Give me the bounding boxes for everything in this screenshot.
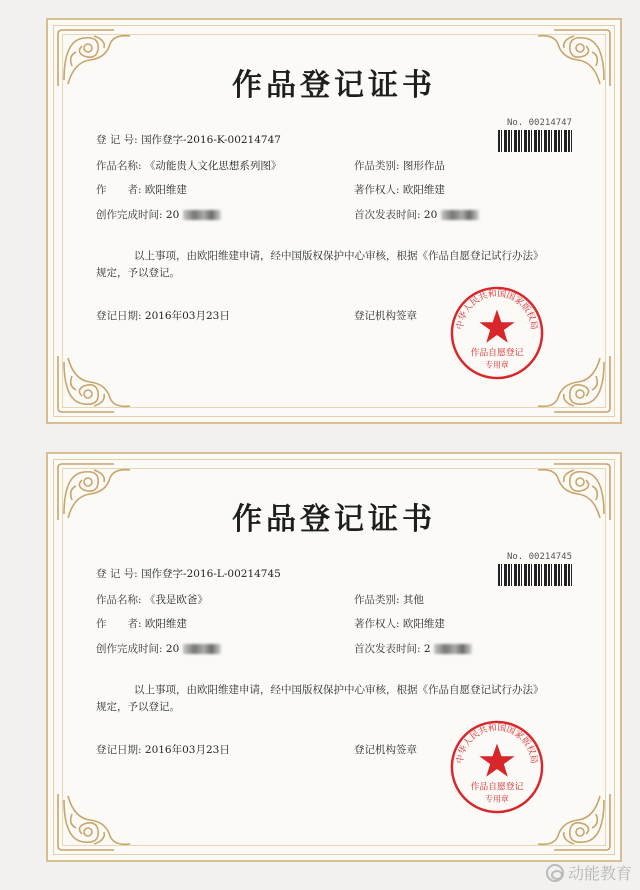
author-value: 欧阳维建 xyxy=(144,618,187,630)
completed-label: 创作完成时间: xyxy=(96,209,163,221)
reg-date-label: 登记日期: xyxy=(96,310,142,322)
author-row xyxy=(96,182,187,197)
serial-number: No. 00214745 xyxy=(506,552,572,562)
published-row xyxy=(354,207,479,222)
category-row xyxy=(354,592,424,607)
reg-date-value: 2016年03月23日 xyxy=(144,744,230,756)
owner-value: 欧阳维建 xyxy=(402,184,445,196)
official-stamp xyxy=(448,718,546,816)
reg-date-row xyxy=(96,742,230,757)
ornament-corner-icon xyxy=(54,352,144,416)
reg-no-row xyxy=(96,132,281,147)
reg-no-value: 国作登字-2016-L-00214745 xyxy=(141,568,281,580)
reg-no-row xyxy=(96,566,281,581)
seal-label: 登记机构签章 xyxy=(354,310,417,322)
body-line-2: 规定，予以登记。 xyxy=(96,267,180,279)
stamp-ring-text: 中华人民共和国国家版权局 xyxy=(455,723,539,765)
published-value: 2 xyxy=(423,643,431,655)
redacted-mark xyxy=(183,644,221,654)
reg-date-value: 2016年03月23日 xyxy=(144,310,230,322)
published-value: 20 xyxy=(423,209,438,221)
watermark-text: 动能教育 xyxy=(567,864,632,883)
svg-text:专用章: 专用章 xyxy=(485,794,509,804)
owner-value: 欧阳维建 xyxy=(402,618,445,630)
reg-no-label: 登 记 号: xyxy=(96,134,138,146)
category-label: 作品类别: xyxy=(354,594,400,606)
owner-label: 著作权人: xyxy=(354,618,400,630)
work-name-label: 作品名称: xyxy=(96,160,142,172)
certificate-2 xyxy=(46,452,622,862)
body-line-2: 规定，予以登记。 xyxy=(96,701,180,713)
published-label: 首次发表时间: xyxy=(354,209,421,221)
certificate-title: 作品登记证书 xyxy=(232,502,436,537)
owner-row xyxy=(354,182,445,197)
published-label: 首次发表时间: xyxy=(354,643,421,655)
author-label: 作 者: xyxy=(96,618,142,630)
redacted-mark xyxy=(183,210,221,220)
barcode-icon xyxy=(498,130,572,152)
svg-text:作品自愿登记: 作品自愿登记 xyxy=(470,348,524,359)
category-value: 图形作品 xyxy=(402,160,445,172)
certificate-title: 作品登记证书 xyxy=(232,68,436,103)
barcode-icon xyxy=(498,564,572,586)
svg-text:专用章: 专用章 xyxy=(485,360,509,370)
ornament-corner-icon xyxy=(54,790,144,854)
stamp-ring-text: 中华人民共和国国家版权局 xyxy=(455,289,539,331)
reg-no-label: 登 记 号: xyxy=(96,568,138,580)
completed-row xyxy=(96,207,221,222)
author-value: 欧阳维建 xyxy=(144,184,187,196)
work-name-row xyxy=(96,158,281,173)
published-row xyxy=(354,641,472,656)
redacted-mark xyxy=(441,210,479,220)
certificate-body xyxy=(96,682,566,716)
work-name-label: 作品名称: xyxy=(96,594,142,606)
author-label: 作 者: xyxy=(96,184,142,196)
body-line-1: 以上事项，由欧阳维建申请，经中国版权保护中心审核，根据《作品自愿登记试行办法》 xyxy=(134,684,544,696)
author-row xyxy=(96,616,187,631)
completed-label: 创作完成时间: xyxy=(96,643,163,655)
certificate-1 xyxy=(46,18,622,424)
work-name-value: 《我是欧爸》 xyxy=(144,594,208,606)
work-name-value: 《动能贵人文化思想系列图》 xyxy=(144,160,282,172)
work-name-row xyxy=(96,592,208,607)
svg-text:作品自愿登记: 作品自愿登记 xyxy=(470,782,524,793)
redacted-mark xyxy=(434,644,472,654)
reg-date-row xyxy=(96,308,230,323)
category-row xyxy=(354,158,445,173)
serial-number: No. 00214747 xyxy=(506,118,572,128)
owner-row xyxy=(354,616,445,631)
category-label: 作品类别: xyxy=(354,160,400,172)
wechat-icon xyxy=(546,864,564,882)
body-line-1: 以上事项，由欧阳维建申请，经中国版权保护中心审核，根据《作品自愿登记试行办法》 xyxy=(134,250,544,262)
completed-row xyxy=(96,641,221,656)
category-value: 其他 xyxy=(402,594,424,606)
seal-label: 登记机构签章 xyxy=(354,744,417,756)
completed-value: 20 xyxy=(165,209,180,221)
certificate-body xyxy=(96,248,566,282)
watermark xyxy=(546,861,632,884)
completed-value: 20 xyxy=(165,643,180,655)
reg-date-label: 登记日期: xyxy=(96,744,142,756)
owner-label: 著作权人: xyxy=(354,184,400,196)
reg-no-value: 国作登字-2016-K-00214747 xyxy=(141,134,281,146)
official-stamp xyxy=(448,284,546,382)
